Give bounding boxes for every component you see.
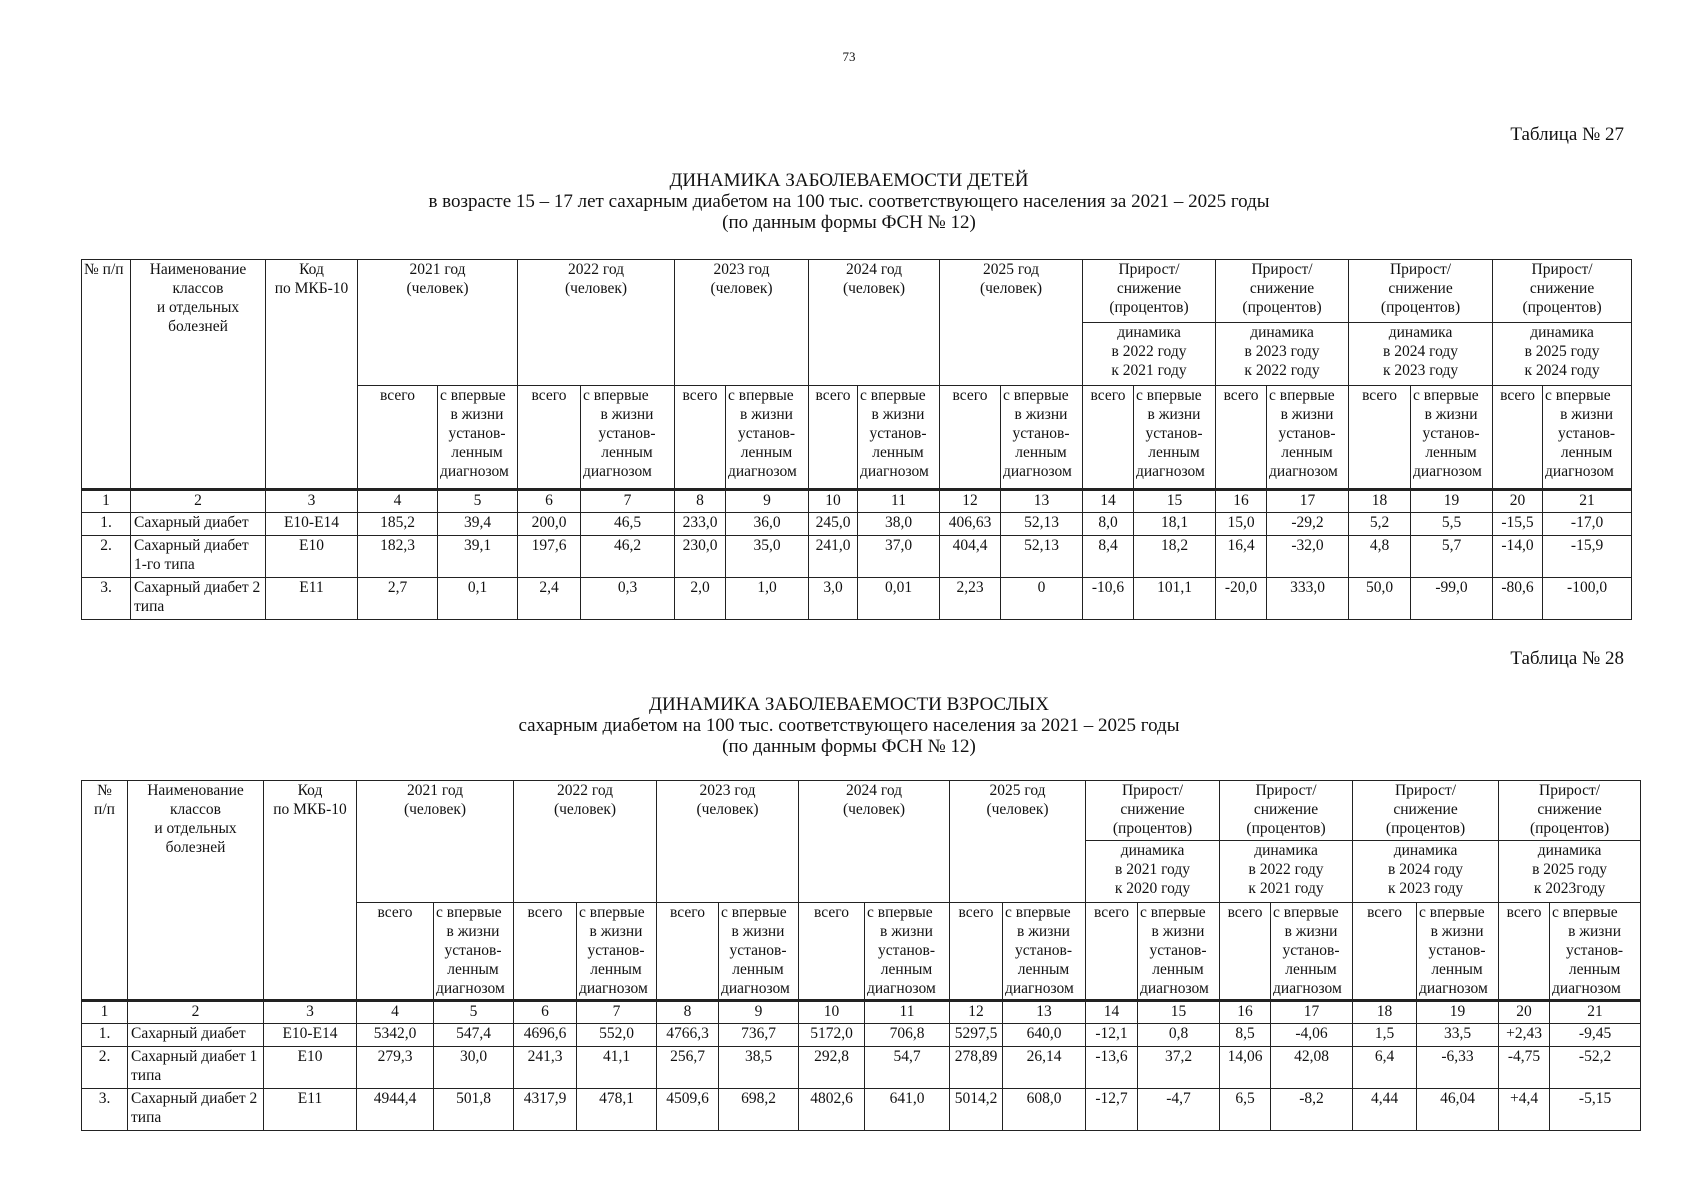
data-cell: 37,2 — [1138, 1047, 1220, 1089]
row-number: 1. — [82, 513, 131, 536]
data-cell: -20,0 — [1216, 578, 1267, 620]
data-cell: 736,7 — [719, 1024, 799, 1047]
data-cell: +4,4 — [1499, 1089, 1550, 1131]
data-cell: -5,15 — [1550, 1089, 1641, 1131]
data-cell: 292,8 — [799, 1047, 865, 1089]
data-cell: 640,0 — [1003, 1024, 1086, 1047]
data-cell: -29,2 — [1267, 513, 1349, 536]
disease-name: Сахарный диабет 2 типа — [131, 578, 266, 620]
icd-code: E10-E14 — [264, 1024, 357, 1047]
column-number: 12 — [940, 490, 1001, 513]
subheader-total: всего — [675, 386, 726, 490]
column-number: 16 — [1220, 1001, 1271, 1024]
column-number: 14 — [1086, 1001, 1138, 1024]
subheader-new-diagnosis: с впервые в жизни установ- ленным диагнозом — [577, 903, 657, 1001]
data-cell: 39,1 — [438, 536, 518, 578]
data-cell: 200,0 — [518, 513, 581, 536]
table-27-number: Таблица № 27 — [1510, 124, 1624, 145]
data-cell: 404,4 — [940, 536, 1001, 578]
column-number: 1 — [82, 490, 131, 513]
icd-code: E10 — [264, 1047, 357, 1089]
data-cell: 5297,5 — [950, 1024, 1003, 1047]
data-cell: 4802,6 — [799, 1089, 865, 1131]
data-cell: 0 — [1001, 578, 1083, 620]
data-cell: -8,2 — [1271, 1089, 1353, 1131]
header-change-2: Прирост/ снижение (процентов) — [1220, 781, 1353, 841]
table-28-source: (по данным формы ФСН № 12) — [722, 736, 976, 757]
subheader-total: всего — [1086, 903, 1138, 1001]
header-change-4: Прирост/ снижение (процентов) — [1499, 781, 1641, 841]
column-number: 17 — [1271, 1001, 1353, 1024]
subheader-new-diagnosis: с впервые в жизни установ- ленным диагнозом — [1271, 903, 1353, 1001]
data-cell: 6,5 — [1220, 1089, 1271, 1131]
header-change-3: Прирост/ снижение (процентов) — [1353, 781, 1499, 841]
column-number: 6 — [514, 1001, 577, 1024]
header-year-2022: 2022 год (человек) — [518, 260, 675, 386]
subheader-total: всего — [950, 903, 1003, 1001]
header-dynamics-1: динамика в 2021 году к 2020 году — [1086, 841, 1220, 903]
data-cell: 0,8 — [1138, 1024, 1220, 1047]
column-number: 21 — [1550, 1001, 1641, 1024]
table-row — [82, 1024, 1641, 1047]
data-cell: 2,4 — [518, 578, 581, 620]
subheader-new-diagnosis: с впервые в жизни установ- ленным диагнозом — [726, 386, 809, 490]
table-row — [82, 513, 1632, 536]
subheader-total: всего — [1216, 386, 1267, 490]
subheader-total: всего — [1349, 386, 1411, 490]
data-cell: -9,45 — [1550, 1024, 1641, 1047]
data-cell: 3,0 — [809, 578, 858, 620]
subheader-new-diagnosis: с впервые в жизни установ- ленным диагнозом — [865, 903, 950, 1001]
data-cell: 698,2 — [719, 1089, 799, 1131]
subheader-new-diagnosis: с впервые в жизни установ- ленным диагнозом — [1134, 386, 1216, 490]
data-cell: 46,04 — [1417, 1089, 1499, 1131]
column-number-row — [82, 1001, 1641, 1024]
data-cell: 5342,0 — [357, 1024, 434, 1047]
data-cell: 547,4 — [434, 1024, 514, 1047]
table-28-number: Таблица № 28 — [1510, 648, 1624, 669]
data-cell: 608,0 — [1003, 1089, 1086, 1131]
data-cell: 0,01 — [858, 578, 940, 620]
column-number: 20 — [1493, 490, 1543, 513]
column-number: 2 — [131, 490, 266, 513]
data-cell: 2,0 — [675, 578, 726, 620]
column-number: 11 — [858, 490, 940, 513]
data-cell: 4317,9 — [514, 1089, 577, 1131]
data-cell: 8,0 — [1083, 513, 1134, 536]
column-number: 1 — [82, 1001, 128, 1024]
data-cell: 2,7 — [358, 578, 438, 620]
disease-name: Сахарный диабет — [131, 513, 266, 536]
subheader-new-diagnosis: с впервые в жизни установ- ленным диагнозом — [1001, 386, 1083, 490]
data-cell: 4,44 — [1353, 1089, 1417, 1131]
data-cell: -52,2 — [1550, 1047, 1641, 1089]
data-cell: 36,0 — [726, 513, 809, 536]
data-cell: -4,7 — [1138, 1089, 1220, 1131]
subheader-total: всего — [799, 903, 865, 1001]
disease-name: Сахарный диабет 1-го типа — [131, 536, 266, 578]
header-change-4: Прирост/ снижение (процентов) — [1493, 260, 1632, 323]
column-number: 18 — [1353, 1001, 1417, 1024]
column-number: 7 — [577, 1001, 657, 1024]
data-cell: 6,4 — [1353, 1047, 1417, 1089]
subheader-new-diagnosis: с впервые в жизни установ- ленным диагнозом — [438, 386, 518, 490]
data-cell: 14,06 — [1220, 1047, 1271, 1089]
data-cell: 333,0 — [1267, 578, 1349, 620]
row-number: 2. — [82, 536, 131, 578]
column-number: 10 — [809, 490, 858, 513]
data-cell: 38,0 — [858, 513, 940, 536]
data-cell: 26,14 — [1003, 1047, 1086, 1089]
data-cell: -6,33 — [1417, 1047, 1499, 1089]
subheader-new-diagnosis: с впервые в жизни установ- ленным диагнозом — [1550, 903, 1641, 1001]
header-code: Код по МКБ-10 — [266, 260, 358, 490]
table-row — [82, 536, 1632, 578]
data-cell: 197,6 — [518, 536, 581, 578]
subheader-new-diagnosis: с впервые в жизни установ- ленным диагнозом — [1411, 386, 1493, 490]
data-cell: 52,13 — [1001, 513, 1083, 536]
header-dynamics-4: динамика в 2025 году к 2024 году — [1493, 323, 1632, 386]
data-cell: 33,5 — [1417, 1024, 1499, 1047]
page-number: 73 — [842, 49, 856, 64]
data-cell: 279,3 — [357, 1047, 434, 1089]
disease-name: Сахарный диабет 1 типа — [128, 1047, 264, 1089]
header-change-3: Прирост/ снижение (процентов) — [1349, 260, 1493, 323]
subheader-total: всего — [358, 386, 438, 490]
column-number: 18 — [1349, 490, 1411, 513]
subheader-total: всего — [1353, 903, 1417, 1001]
table-28 — [81, 780, 1641, 1131]
data-cell: 641,0 — [865, 1089, 950, 1131]
disease-name: Сахарный диабет — [128, 1024, 264, 1047]
data-cell: -80,6 — [1493, 578, 1543, 620]
header-change-2: Прирост/ снижение (процентов) — [1216, 260, 1349, 323]
disease-name: Сахарный диабет 2 типа — [128, 1089, 264, 1131]
column-number: 3 — [264, 1001, 357, 1024]
data-cell: 4,8 — [1349, 536, 1411, 578]
subheader-total: всего — [1499, 903, 1550, 1001]
data-cell: 1,0 — [726, 578, 809, 620]
icd-code: E10-E14 — [266, 513, 358, 536]
subheader-new-diagnosis: с впервые в жизни установ- ленным диагнозом — [581, 386, 675, 490]
data-cell: 5,7 — [1411, 536, 1493, 578]
header-year-2023: 2023 год (человек) — [675, 260, 809, 386]
header-change-1: Прирост/ снижение (процентов) — [1086, 781, 1220, 841]
column-number: 21 — [1543, 490, 1632, 513]
header-dynamics-4: динамика в 2025 году к 2023году — [1499, 841, 1641, 903]
data-cell: 30,0 — [434, 1047, 514, 1089]
data-cell: -32,0 — [1267, 536, 1349, 578]
data-cell: -12,1 — [1086, 1024, 1138, 1047]
data-cell: 52,13 — [1001, 536, 1083, 578]
column-number: 15 — [1138, 1001, 1220, 1024]
subheader-new-diagnosis: с впервые в жизни установ- ленным диагнозом — [1003, 903, 1086, 1001]
data-cell: 35,0 — [726, 536, 809, 578]
data-cell: 2,23 — [940, 578, 1001, 620]
data-cell: +2,43 — [1499, 1024, 1550, 1047]
data-cell: 4944,4 — [357, 1089, 434, 1131]
data-cell: 501,8 — [434, 1089, 514, 1131]
subheader-new-diagnosis: с впервые в жизни установ- ленным диагнозом — [1417, 903, 1499, 1001]
data-cell: 5,2 — [1349, 513, 1411, 536]
column-number: 15 — [1134, 490, 1216, 513]
row-number: 3. — [82, 1089, 128, 1131]
table-27-source: (по данным формы ФСН № 12) — [722, 212, 976, 233]
data-cell: 16,4 — [1216, 536, 1267, 578]
header-change-1: Прирост/ снижение (процентов) — [1083, 260, 1216, 323]
column-number: 17 — [1267, 490, 1349, 513]
data-cell: 18,2 — [1134, 536, 1216, 578]
subheader-total: всего — [1220, 903, 1271, 1001]
header-code: Код по МКБ-10 — [264, 781, 357, 1001]
table-27-title: ДИНАМИКА ЗАБОЛЕВАЕМОСТИ ДЕТЕЙ — [669, 170, 1029, 191]
data-cell: 245,0 — [809, 513, 858, 536]
column-number: 20 — [1499, 1001, 1550, 1024]
data-cell: 0,3 — [581, 578, 675, 620]
row-number: 1. — [82, 1024, 128, 1047]
table-row — [82, 1089, 1641, 1131]
column-number: 4 — [357, 1001, 434, 1024]
row-number: 2. — [82, 1047, 128, 1089]
data-cell: 256,7 — [657, 1047, 719, 1089]
data-cell: 706,8 — [865, 1024, 950, 1047]
data-cell: 8,4 — [1083, 536, 1134, 578]
table-28-subtitle: сахарным диабетом на 100 тыс. соответствующего населения за 2021 – 2025 годы — [518, 715, 1180, 736]
data-cell: 54,7 — [865, 1047, 950, 1089]
subheader-new-diagnosis: с впервые в жизни установ- ленным диагнозом — [1267, 386, 1349, 490]
column-number: 13 — [1001, 490, 1083, 513]
subheader-new-diagnosis: с впервые в жизни установ- ленным диагнозом — [719, 903, 799, 1001]
data-cell: 4766,3 — [657, 1024, 719, 1047]
column-number: 8 — [657, 1001, 719, 1024]
header-dynamics-3: динамика в 2024 году к 2023 году — [1353, 841, 1499, 903]
data-cell: 278,89 — [950, 1047, 1003, 1089]
subheader-total: всего — [1493, 386, 1543, 490]
header-year-2025: 2025 год (человек) — [940, 260, 1083, 386]
icd-code: E11 — [266, 578, 358, 620]
data-cell: -10,6 — [1083, 578, 1134, 620]
subheader-new-diagnosis: с впервые в жизни установ- ленным диагнозом — [1138, 903, 1220, 1001]
icd-code: E10 — [266, 536, 358, 578]
column-number-row — [82, 490, 1632, 513]
header-year-2025: 2025 год (человек) — [950, 781, 1086, 903]
subheader-new-diagnosis: с впервые в жизни установ- ленным диагнозом — [1543, 386, 1632, 490]
column-number: 2 — [128, 1001, 264, 1024]
header-num: № п/п — [82, 260, 131, 490]
column-number: 13 — [1003, 1001, 1086, 1024]
data-cell: 233,0 — [675, 513, 726, 536]
data-cell: 4696,6 — [514, 1024, 577, 1047]
table-28-title: ДИНАМИКА ЗАБОЛЕВАЕМОСТИ ВЗРОСЛЫХ — [649, 694, 1049, 715]
data-cell: 41,1 — [577, 1047, 657, 1089]
column-number: 9 — [719, 1001, 799, 1024]
data-cell: 38,5 — [719, 1047, 799, 1089]
column-number: 3 — [266, 490, 358, 513]
header-dynamics-3: динамика в 2024 году к 2023 году — [1349, 323, 1493, 386]
column-number: 19 — [1411, 490, 1493, 513]
column-number: 5 — [434, 1001, 514, 1024]
subheader-total: всего — [809, 386, 858, 490]
table-27-heading — [0, 170, 1698, 233]
header-name: Наименование классов и отдельных болезней — [128, 781, 264, 1001]
data-cell: 478,1 — [577, 1089, 657, 1131]
header-year-2021: 2021 год (человек) — [358, 260, 518, 386]
subheader-total: всего — [514, 903, 577, 1001]
header-year-2023: 2023 год (человек) — [657, 781, 799, 903]
table-27-subtitle: в возрасте 15 – 17 лет сахарным диабетом на 100 тыс. соответствующего населения за 2021 – 2025 годы — [428, 191, 1270, 212]
data-cell: 5172,0 — [799, 1024, 865, 1047]
subheader-total: всего — [940, 386, 1001, 490]
header-dynamics-1: динамика в 2022 году к 2021 году — [1083, 323, 1216, 386]
column-number: 4 — [358, 490, 438, 513]
table-row — [82, 578, 1632, 620]
data-cell: 50,0 — [1349, 578, 1411, 620]
header-year-2024: 2024 год (человек) — [799, 781, 950, 903]
data-cell: -14,0 — [1493, 536, 1543, 578]
data-cell: 185,2 — [358, 513, 438, 536]
data-cell: 230,0 — [675, 536, 726, 578]
icd-code: E11 — [264, 1089, 357, 1131]
data-cell: 5,5 — [1411, 513, 1493, 536]
subheader-new-diagnosis: с впервые в жизни установ- ленным диагнозом — [858, 386, 940, 490]
data-cell: 0,1 — [438, 578, 518, 620]
subheader-total: всего — [357, 903, 434, 1001]
column-number: 6 — [518, 490, 581, 513]
table-27 — [81, 259, 1632, 620]
data-cell: 241,0 — [809, 536, 858, 578]
data-cell: 552,0 — [577, 1024, 657, 1047]
header-dynamics-2: динамика в 2022 году к 2021 году — [1220, 841, 1353, 903]
data-cell: 8,5 — [1220, 1024, 1271, 1047]
data-cell: 46,2 — [581, 536, 675, 578]
column-number: 7 — [581, 490, 675, 513]
data-cell: 46,5 — [581, 513, 675, 536]
data-cell: 42,08 — [1271, 1047, 1353, 1089]
data-cell: -15,9 — [1543, 536, 1632, 578]
column-number: 5 — [438, 490, 518, 513]
header-year-2022: 2022 год (человек) — [514, 781, 657, 903]
row-number: 3. — [82, 578, 131, 620]
data-cell: -12,7 — [1086, 1089, 1138, 1131]
data-cell: -13,6 — [1086, 1047, 1138, 1089]
subheader-total: всего — [657, 903, 719, 1001]
data-cell: 1,5 — [1353, 1024, 1417, 1047]
data-cell: -100,0 — [1543, 578, 1632, 620]
data-cell: -17,0 — [1543, 513, 1632, 536]
data-cell: -4,06 — [1271, 1024, 1353, 1047]
data-cell: 18,1 — [1134, 513, 1216, 536]
column-number: 9 — [726, 490, 809, 513]
column-number: 12 — [950, 1001, 1003, 1024]
subheader-total: всего — [1083, 386, 1134, 490]
column-number: 10 — [799, 1001, 865, 1024]
data-cell: -99,0 — [1411, 578, 1493, 620]
subheader-new-diagnosis: с впервые в жизни установ- ленным диагнозом — [434, 903, 514, 1001]
data-cell: 406,63 — [940, 513, 1001, 536]
column-number: 11 — [865, 1001, 950, 1024]
column-number: 8 — [675, 490, 726, 513]
data-cell: 5014,2 — [950, 1089, 1003, 1131]
subheader-total: всего — [518, 386, 581, 490]
data-cell: 39,4 — [438, 513, 518, 536]
data-cell: 182,3 — [358, 536, 438, 578]
header-year-2024: 2024 год (человек) — [809, 260, 940, 386]
column-number: 19 — [1417, 1001, 1499, 1024]
table-row — [82, 1047, 1641, 1089]
data-cell: -15,5 — [1493, 513, 1543, 536]
column-number: 16 — [1216, 490, 1267, 513]
header-dynamics-2: динамика в 2023 году к 2022 году — [1216, 323, 1349, 386]
header-year-2021: 2021 год (человек) — [357, 781, 514, 903]
header-num: № п/п — [82, 781, 128, 1001]
table-28-heading — [0, 694, 1698, 757]
data-cell: -4,75 — [1499, 1047, 1550, 1089]
data-cell: 101,1 — [1134, 578, 1216, 620]
column-number: 14 — [1083, 490, 1134, 513]
data-cell: 4509,6 — [657, 1089, 719, 1131]
header-row-top — [82, 260, 1632, 323]
header-row-top — [82, 781, 1641, 841]
data-cell: 37,0 — [858, 536, 940, 578]
data-cell: 241,3 — [514, 1047, 577, 1089]
data-cell: 15,0 — [1216, 513, 1267, 536]
header-name: Наименование классов и отдельных болезней — [131, 260, 266, 490]
